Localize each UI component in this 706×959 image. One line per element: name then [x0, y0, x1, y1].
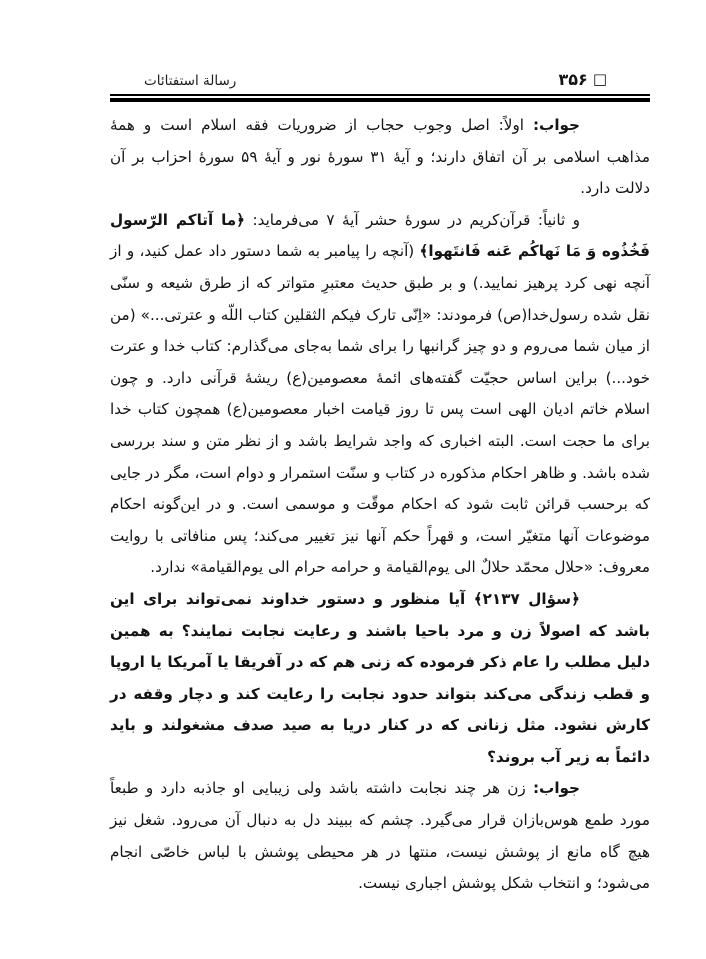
quran-quote: ﴿ما آتاکم الرّسول فَخُذُوه وَ مَا نَهاکُم عَنه فَانتَهوا﴾ — [110, 210, 650, 261]
answer-label: جواب: — [532, 779, 580, 798]
running-title: رسالة استفتائات — [144, 73, 237, 89]
paragraph-question-2137 — [110, 584, 650, 774]
evidence-intro: و ثانیاً: قرآن‌کریم در سورهٔ حشر آیهٔ ۷ می‌فرماید: — [245, 210, 580, 229]
page-body — [110, 110, 650, 900]
header-rule-thin — [110, 94, 650, 96]
answer-text: زن هر چند نجابت داشته باشد ولی زیبایی او جاذبه دارد و طبعاً مورد طمع هوس‌بازان قرار می‌گیرد. چشم که ببیند دل به دنبال آن می‌رود. شغل نیز هیچ گاه مانع از پوشش نیست، منتها در هر محیطی پوشش با لباس خاصّی انجام می‌شود؛ و انتخاب شکل پوشش اجباری نیست. — [110, 779, 650, 893]
paragraph-evidence — [110, 205, 650, 584]
answer-text: اولاً: اصل وجوب حجاب از ضروریات فقه اسلام است و همهٔ مذاهب اسلامی بر آن اتفاق دارند؛ و آیهٔ ۳۱ سورهٔ نور و آیهٔ ۵۹ سورهٔ احزاب بر آن دلالت دارد. — [110, 116, 650, 198]
question-number-marker: ﴿سؤال ۲۱۳۷﴾ — [473, 589, 580, 608]
page-number: ۳۵۶ — [558, 70, 588, 89]
paragraph-answer-second — [110, 773, 650, 899]
question-text: آیا منظور و دستور خداوند نمی‌تواند برای این باشد که اصولاً زن و مرد باحیا باشند و رعایت نجابت نمایند؟ به همین دلیل مطلب را عام ذکر فرموده که زنی هم که در آفریقا یا آمریکا یا اروپا و قطب زندگی می‌کند بتواند حدود نجابت را رعایت کند و دچار وقفه در کارش نشود. مثل زنانی که در کنار دریا به صید صدف مشغولند و باید دائماً به زیر آب بروند؟ — [110, 589, 650, 766]
header-rule-thick — [110, 98, 650, 103]
header-row — [110, 0, 650, 89]
page-header — [110, 0, 650, 102]
paragraph-answer-first — [110, 110, 650, 205]
evidence-rest: (آنچه را پیامبر به شما دستور داد عمل کنید، و از آنچه نهی کرد پرهیز نمایید.) و بر طبق حدیث معتبرِ متواتر که از طرق شیعه و سنّی نقل شده رسول‌خدا(ص) فرمودند: «اِنّی تارک فیکم الثقلین کتاب اللّه و عترتی...» (من از میان شما می‌روم و دو چیز گرانبها را برای شما به‌جای می‌گذارم: کتاب خدا و عترت خود...) براین اساس حجیّت گفته‌های ائمهٔ معصومین(ع) ریشهٔ قرآنی دارد. و چون اسلام خاتم ادیان الهی است پس تا روز قیامت اخبار معصومین(ع) همچون کتاب خدا برای ما حجت است. البته اخباری که واجد شرایط باشد و از نظر متن و سند بررسی شده باشد. و ظاهر احکام مذکوره در کتاب و سنّت استمرار و دوام است، مگر در جایی که برحسب قرائن ثابت شود که احکام موقّت و موسمی است. و در این‌گونه احکام موضوعات آنها متغیّر است، و قهراً حکم آنها نیز تغییر می‌کند؛ پس منافاتی با روایت معروف: «حلال محمّد حلالٌ الی یوم‌القیامة و حرامه حرام الی یوم‌القیامة» ندارد. — [110, 242, 650, 577]
answer-label: جواب: — [532, 116, 580, 134]
page-number-block — [559, 70, 608, 89]
page-content — [110, 0, 650, 900]
page-number-marker-icon: □ — [592, 70, 608, 88]
